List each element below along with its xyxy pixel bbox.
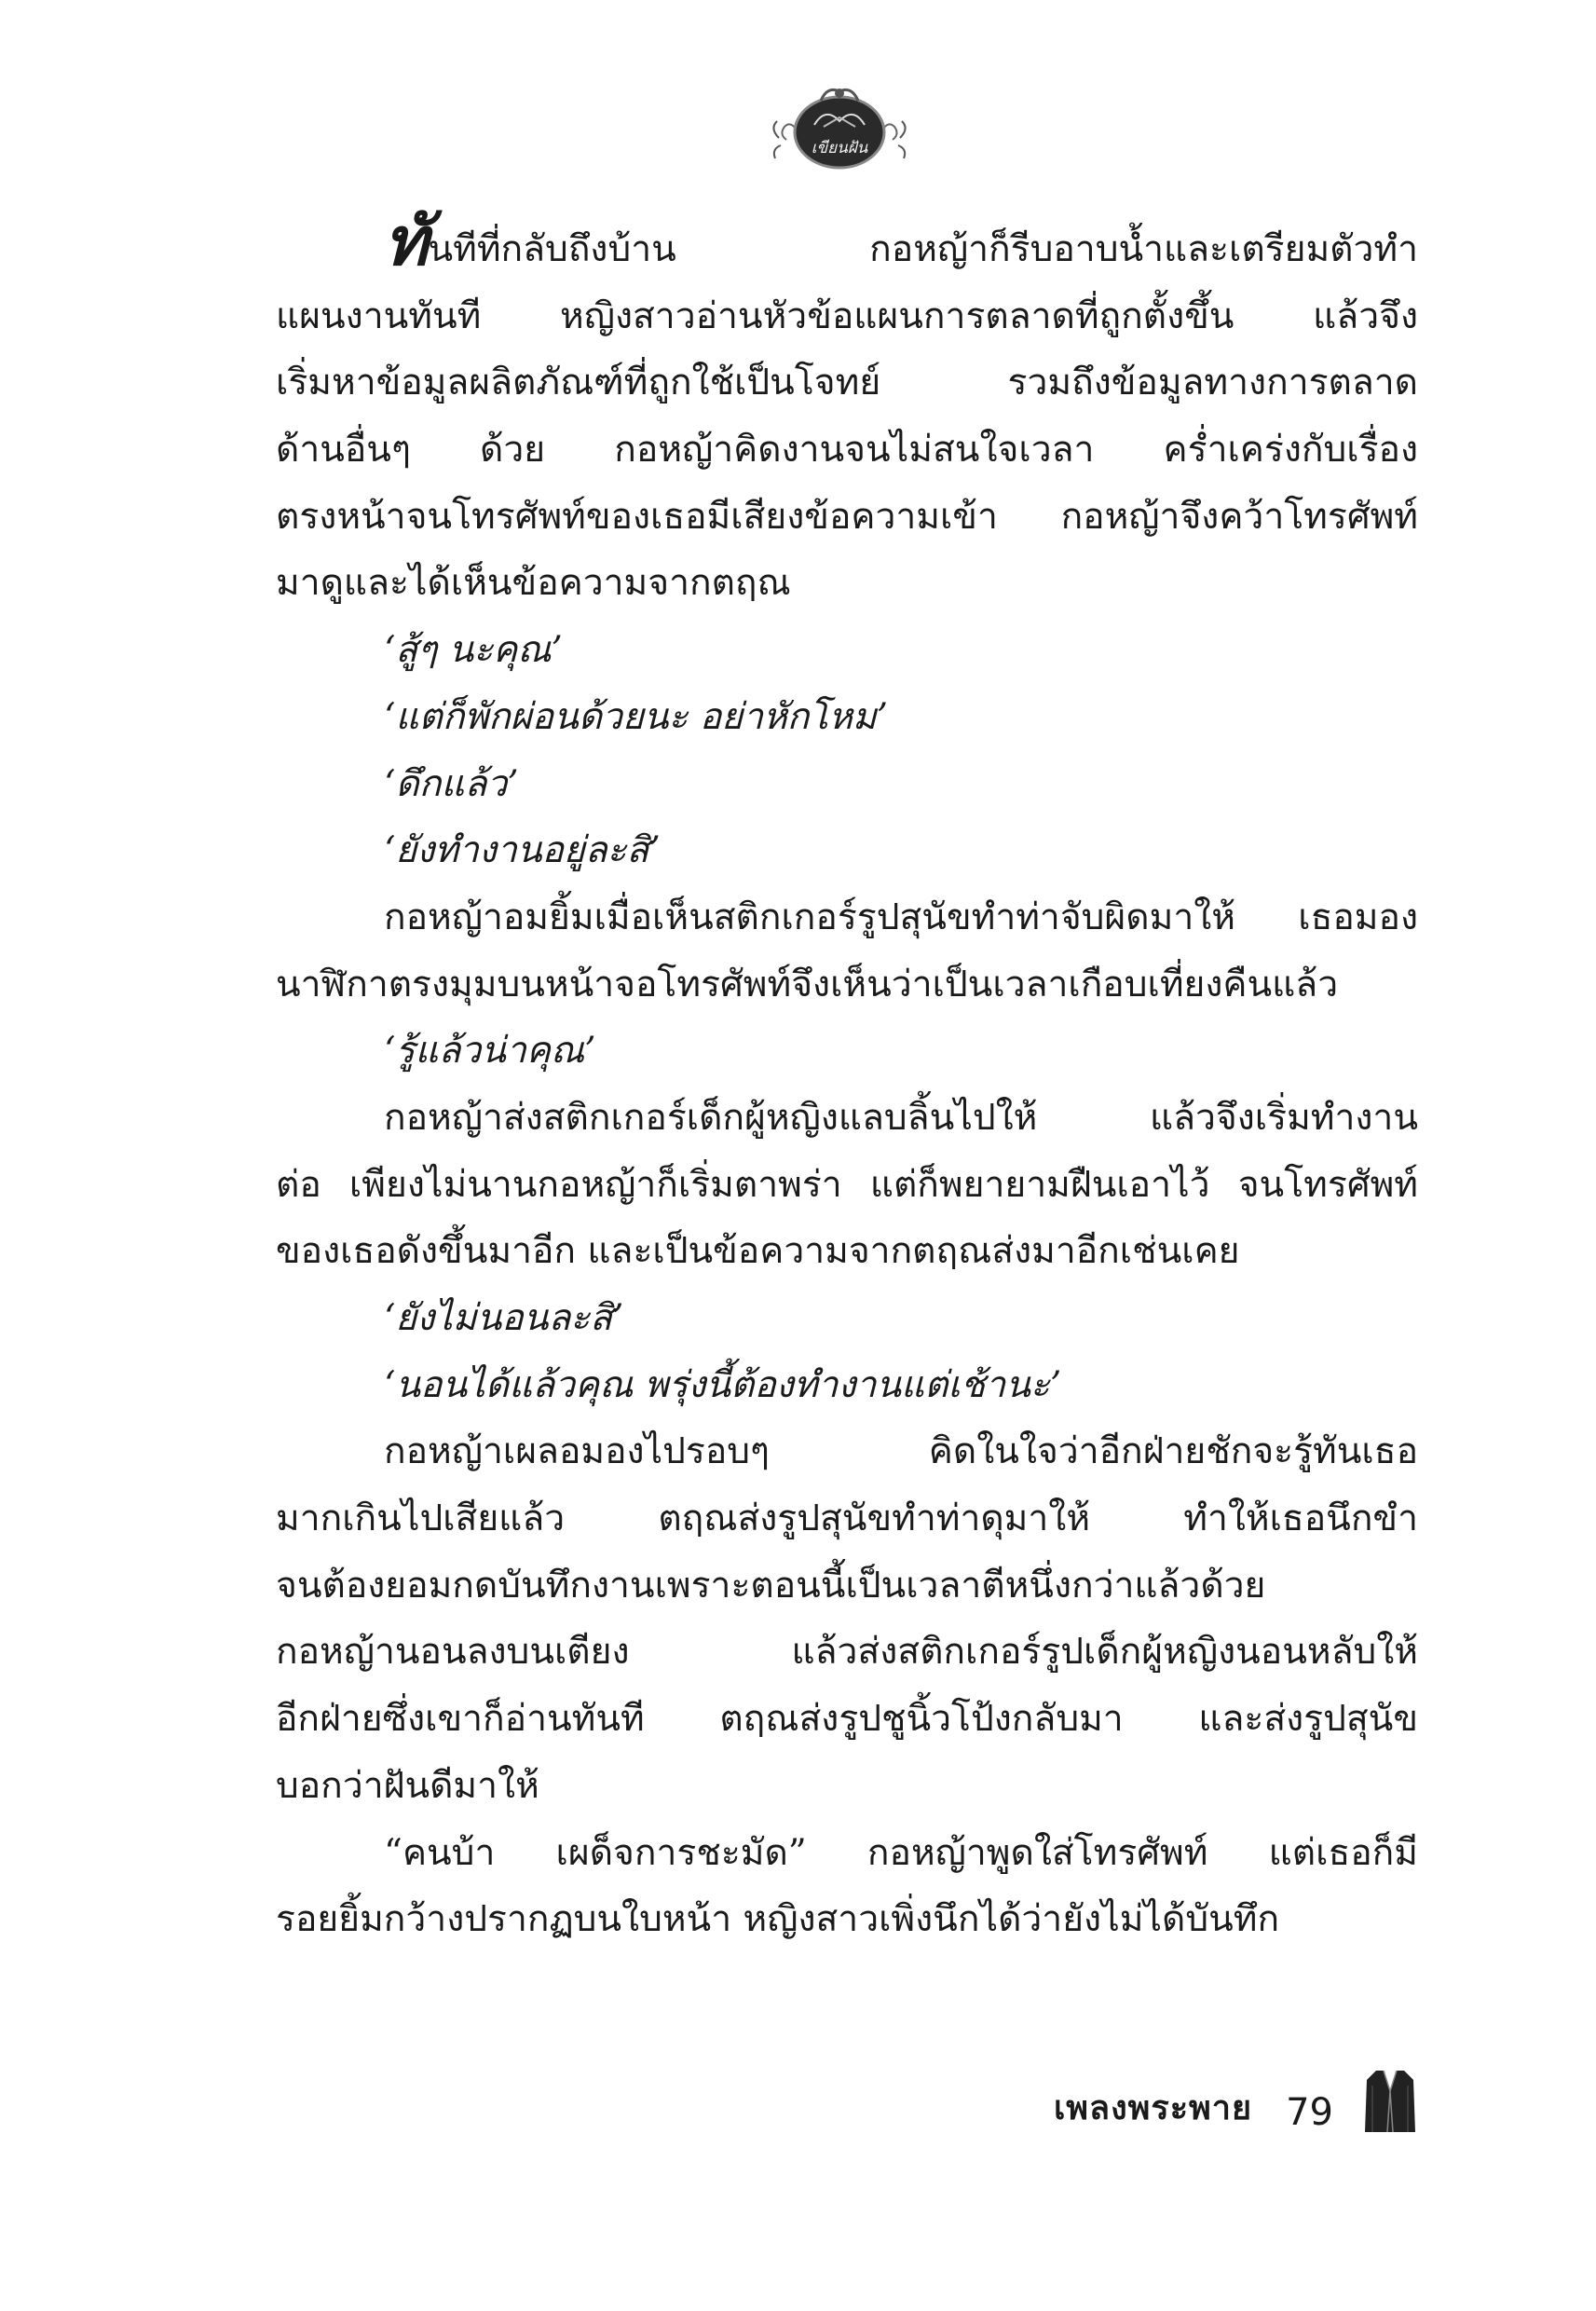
- paragraph-line: [276, 349, 1418, 417]
- paragraph-line: [276, 1152, 1418, 1219]
- line-text: กอหญ้าเผลอมองไปรอบๆ คิดในใจว่าอีกฝ่ายชักจะรู้ทันเธอ: [384, 1430, 1418, 1473]
- paragraph-line: [276, 1820, 1418, 1887]
- paragraph-line: [276, 1686, 1418, 1753]
- chat-message-line: ‘ดึกแล้ว’: [384, 762, 519, 805]
- line-text: รอยยิ้มกว้างปรากฏบนใบหน้า หญิงสาวเพิ่งนึกได้ว่ายังไม่ได้บันทึก: [276, 1898, 1280, 1941]
- book-title: เพลงพระพาย: [1053, 2089, 1253, 2127]
- paragraph-line: [276, 1085, 1418, 1152]
- paragraph-line: [276, 1418, 1418, 1485]
- line-text: ของเธอดังขึ้นมาอีก และเป็นข้อความจากตฤณส่งมาอีกเช่นเคย: [276, 1230, 1240, 1273]
- line-text: อีกฝ่ายซึ่งเขาก็อ่านทันที ตฤณส่งรูปชูนิ้วโป้งกลับมา และส่งรูปสุนัข: [276, 1698, 1418, 1741]
- paragraph-line: [276, 283, 1418, 350]
- chat-message-line: ‘ยังทำงานอยู่ละสิ’: [384, 829, 661, 872]
- line-text: บอกว่าฝันดีมาให้: [276, 1764, 539, 1807]
- line-text: ต่อ เพียงไม่นานกอหญ้าก็เริ่มตาพร่า แต่ก็พยายามฝืนเอาไว้ จนโทรศัพท์: [276, 1163, 1418, 1206]
- line-text: เริ่มหาข้อมูลผลิตภัณฑ์ที่ถูกใช้เป็นโจทย์ รวมถึงข้อมูลทางการตลาด: [276, 362, 1418, 404]
- line-text: ด้านอื่นๆ ด้วย กอหญ้าคิดงานจนไม่สนใจเวลา คร่ำเคร่งกับเรื่อง: [276, 429, 1418, 472]
- line-text: มากเกินไปเสียแล้ว ตฤณส่งรูปสุนัขทำท่าดุมาให้ ทำให้เธอนึกขำ: [276, 1497, 1418, 1540]
- paragraph-line: [276, 1886, 1418, 1953]
- line-text: จนต้องยอมกดบันทึกงานเพราะตอนนี้เป็นเวลาตีหนึ่งกว่าแล้วด้วย: [276, 1564, 1266, 1607]
- page-number: 79: [1286, 2091, 1333, 2134]
- line-text: นาฬิกาตรงมุมบนหน้าจอโทรศัพท์จึงเห็นว่าเป็นเวลาเกือบเที่ยงคืนแล้ว: [276, 963, 1339, 1005]
- paragraph-line: [276, 1485, 1418, 1552]
- chat-message-line: ‘สู้ๆ นะคุณ’: [384, 629, 563, 672]
- story-body: [276, 202, 1418, 1953]
- logo-text: เขียนฝัน: [811, 139, 868, 157]
- paragraph-line: [276, 202, 1418, 283]
- line-text: แผนงานทันที หญิงสาวอ่านหัวข้อแผนการตลาดที่ถูกตั้งขึ้น แล้วจึง: [276, 294, 1418, 337]
- chat-message-line: ‘ยังไม่นอนละสิ’: [384, 1297, 624, 1339]
- paragraph-line: [276, 1218, 1418, 1285]
- chat-message-line: ‘รู้แล้วน่าคุณ’: [384, 1030, 596, 1073]
- line-text: กอหญ้าส่งสติกเกอร์เด็กผู้หญิงแลบลิ้นไปให้ แล้วจึงเริ่มทำงาน: [384, 1096, 1418, 1139]
- ornamental-emblem-icon: [770, 73, 909, 175]
- line-text: “คนบ้า เผด็จการชะมัด” กอหญ้าพูดใส่โทรศัพท์ แต่เธอก็มี: [384, 1831, 1418, 1874]
- paragraph-line: [276, 484, 1418, 551]
- suit-jacket-icon: [1363, 2067, 1417, 2134]
- chat-message-line: ‘นอนได้แล้วคุณ พรุ่งนี้ต้องทำงานแต่เช้านะ’: [384, 1363, 1062, 1406]
- drop-cap: ทั: [384, 202, 429, 280]
- header-logo: [770, 73, 909, 175]
- line-text: กอหญ้าอมยิ้มเมื่อเห็นสติกเกอร์รูปสุนัขทำท่าจับผิดมาให้ เธอมอง: [384, 896, 1418, 938]
- page-footer: [1054, 2067, 1417, 2134]
- paragraph-line: [276, 1753, 1418, 1820]
- paragraph-line: [276, 1552, 1418, 1620]
- paragraph-line: [276, 417, 1418, 484]
- paragraph-line: [276, 1619, 1418, 1686]
- line-text: ตรงหน้าจนโทรศัพท์ของเธอมีเสียงข้อความเข้า กอหญ้าจึงคว้าโทรศัพท์: [276, 495, 1418, 538]
- line-text: กอหญ้านอนลงบนเตียง แล้วส่งสติกเกอร์รูปเด็กผู้หญิงนอนหลับให้: [276, 1631, 1418, 1674]
- chat-message-line: ‘แต่ก็พักผ่อนด้วยนะ อย่าหักโหม’: [384, 695, 889, 738]
- line-text: มาดูและได้เห็นข้อความจากตฤณ: [276, 562, 791, 605]
- paragraph-line: [276, 951, 1418, 1019]
- line-text: นทีที่กลับถึงบ้าน กอหญ้าก็รีบอาบน้ำและเตรียมตัวทำ: [428, 228, 1418, 270]
- paragraph-line: [276, 884, 1418, 951]
- paragraph-line: [276, 550, 1418, 617]
